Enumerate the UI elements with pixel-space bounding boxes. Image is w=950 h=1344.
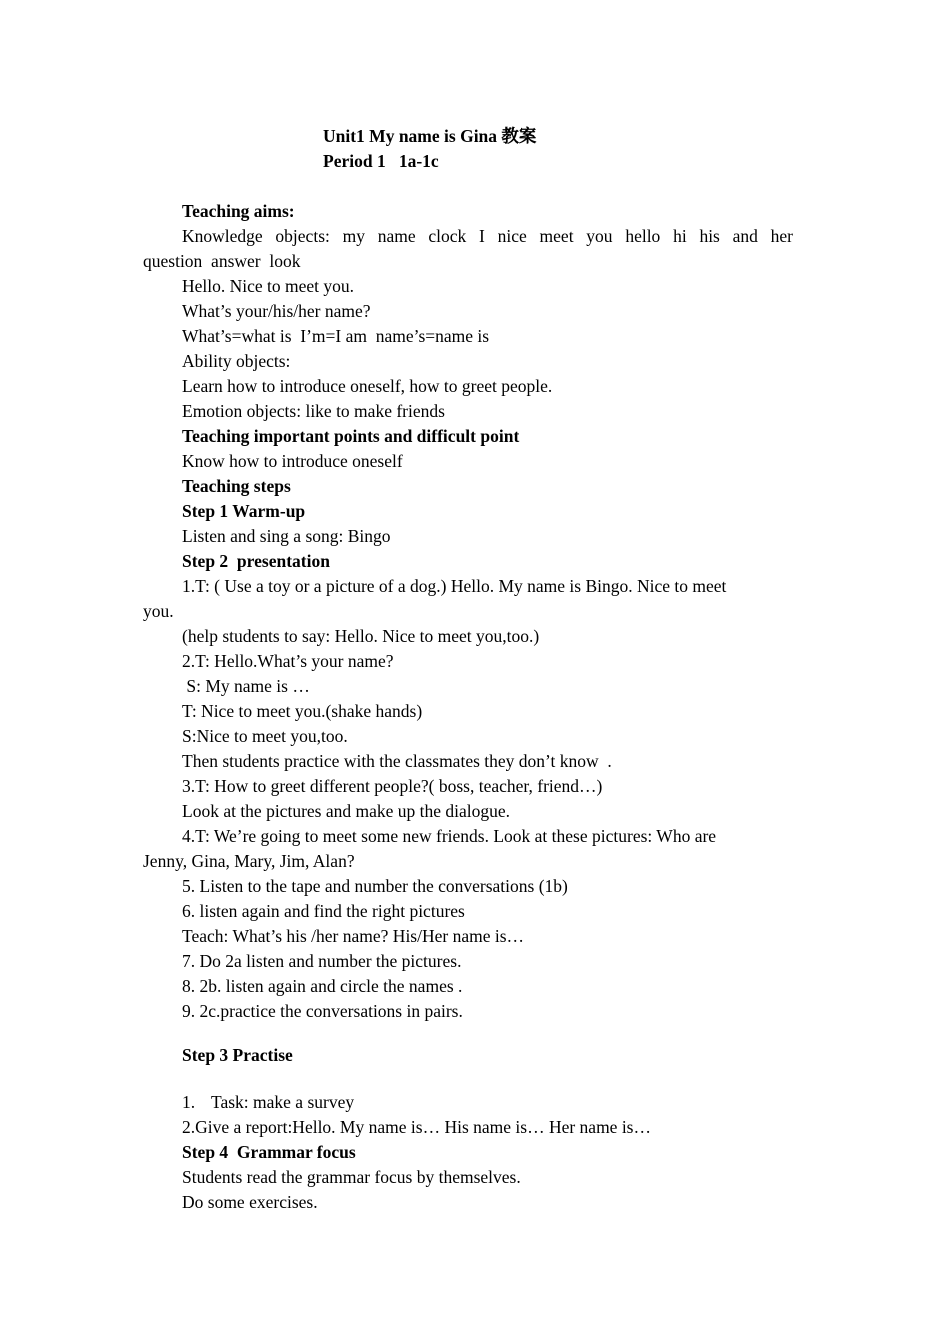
step2-line: 4.T: We’re going to meet some new friends. Look at these pictures: Who are (182, 826, 717, 846)
knowledge-objects-continuation: question answer look (143, 251, 301, 271)
step2-line: Then students practice with the classmates they don’t know . (182, 751, 612, 771)
important-points-text: Know how to introduce oneself (182, 451, 403, 471)
step2-line: 1.T: ( Use a toy or a picture of a dog.) Hello. My name is Bingo. Nice to meet (182, 576, 727, 596)
step3-item-number: 1. (182, 1092, 196, 1112)
step1-text: Listen and sing a song: Bingo (182, 526, 391, 546)
step2-line: S: My name is … (182, 676, 310, 696)
important-points-heading: Teaching important points and difficult point (182, 426, 520, 446)
step2-line: 6. listen again and find the right pictures (182, 901, 465, 921)
step2-line: Look at the pictures and make up the dialogue. (182, 801, 511, 821)
step2-line-continuation: Jenny, Gina, Mary, Jim, Alan? (143, 851, 355, 871)
step1-heading: Step 1 Warm-up (182, 501, 306, 521)
step2-line: 9. 2c.practice the conversations in pairs. (182, 1001, 463, 1021)
step2-line: S:Nice to meet you,too. (182, 726, 348, 746)
step3-item-text: Task: make a survey (211, 1092, 355, 1112)
teaching-aims-heading: Teaching aims: (182, 201, 295, 221)
teaching-steps-heading: Teaching steps (182, 476, 291, 496)
aims-line: What’s=what is I’m=I am name’s=name is (182, 326, 490, 346)
document-title: Unit1 My name is Gina 教案 (323, 126, 537, 146)
step4-line: Students read the grammar focus by themselves. (182, 1167, 521, 1187)
step2-line: 2.T: Hello.What’s your name? (182, 651, 394, 671)
step2-line: 5. Listen to the tape and number the conversations (1b) (182, 876, 568, 896)
step4-heading: Step 4 Grammar focus (182, 1142, 356, 1162)
step3-heading: Step 3 Practise (182, 1045, 293, 1065)
aims-line: Hello. Nice to meet you. (182, 276, 355, 296)
aims-line: What’s your/his/her name? (182, 301, 371, 321)
step2-line: 7. Do 2a listen and number the pictures. (182, 951, 462, 971)
step2-line: (help students to say: Hello. Nice to meet you,too.) (182, 626, 540, 646)
period-label: Period 1 1a-1c (323, 151, 439, 171)
step2-line: 3.T: How to greet different people?( boss, teacher, friend…) (182, 776, 603, 796)
step3-item: 2.Give a report:Hello. My name is… His name is… Her name is… (182, 1117, 651, 1137)
step2-line: 8. 2b. listen again and circle the names . (182, 976, 463, 996)
step4-line: Do some exercises. (182, 1192, 318, 1212)
knowledge-objects-line: Knowledge objects: my name clock I nice meet you hello hi his and her (182, 226, 793, 246)
step2-heading: Step 2 presentation (182, 551, 330, 571)
step2-line: Teach: What’s his /her name? His/Her name is… (182, 926, 525, 946)
step2-line-continuation: you. (143, 601, 174, 621)
emotion-objects: Emotion objects: like to make friends (182, 401, 445, 421)
step2-line: T: Nice to meet you.(shake hands) (182, 701, 423, 721)
ability-objects-heading: Ability objects: (182, 351, 291, 371)
ability-objects-text: Learn how to introduce oneself, how to greet people. (182, 376, 553, 396)
